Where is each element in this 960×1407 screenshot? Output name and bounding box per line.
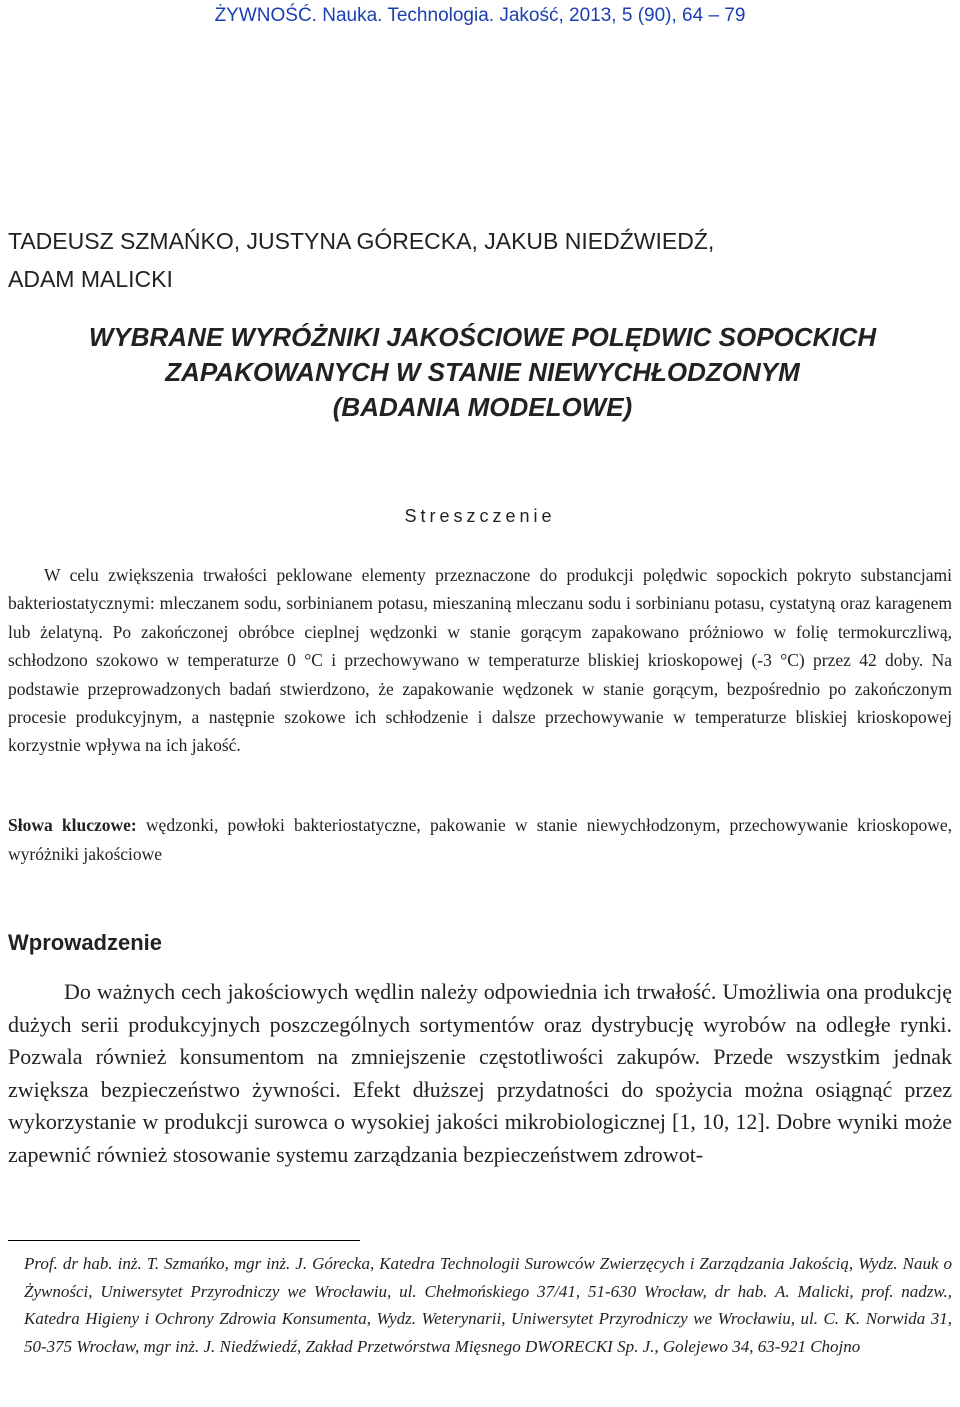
section-heading-introduction: Wprowadzenie — [8, 930, 163, 955]
keywords — [8, 811, 952, 869]
journal-header[interactable]: ŻYWNOŚĆ. Nauka. Technologia. Jakość, 2013, 5 (90), 64 – 79 — [214, 5, 746, 26]
author-list: TADEUSZ SZMAŃKO, JUSTYNA GÓRECKA, JAKUB NIEDŹWIEDŹ, ADAM MALICKI — [8, 228, 715, 292]
article-title: WYBRANE WYRÓŻNIKI JAKOŚCIOWE POLĘDWIC SOPOCKICH ZAPAKOWANYCH W STANIE NIEWYCHŁODZONYM (BADANIA MODELOWE) — [88, 322, 877, 422]
keywords-text: wędzonki, powłoki bakteriostatyczne, pakowanie w stanie niewychłodzonym, przechowywanie krioskopowe, wyróżniki jakościowe — [8, 815, 952, 864]
author-affiliations-footnote: Prof. dr hab. inż. T. Szmańko, mgr inż. J. Górecka, Katedra Technologii Surowców Zwierzęcych i Zarządzania Jakością, Wydz. Nauk o Żywności, Uniwersytet Przyrodniczy we Wrocławiu, ul. Chełmońskiego 37/41, 51-630 Wrocław, dr hab. A. Malicki, prof. nadzw., Katedra Higieny i Ochrony Zdrowia Konsumenta, Wydz. Weterynarii, Uniwersytet Przyrodniczy we Wrocławiu, ul. C. K. Norwida 31, 50-375 Wrocław, mgr inż. J. Niedźwiedź, Zakład Przetwórstwa Mięsnego DWORECKI Sp. J., Golejewo 34, 63-921 Chojno — [24, 1254, 952, 1356]
footnote-divider — [8, 1240, 360, 1241]
abstract-heading: Streszczenie — [404, 506, 556, 526]
keywords-label: Słowa kluczowe: — [8, 815, 137, 835]
abstract-text: W celu zwiększenia trwałości peklowane elementy przeznaczone do produkcji polędwic sopockich pokryto substancjami bakteriostatycznymi: mleczanem sodu, sorbinianem potasu, mieszaniną mleczanu sodu i sorbinianu potasu, cystatyną oraz karagenem lub żelatyną. Po zakończonej obróbce cieplnej wędzonki w stanie gorącym zapakowano próżniowo w folię termokurczliwą, schłodzono szokowo w temperaturze 0 °C i przechowywano w temperaturze bliskiej krioskopowej (-3 °C) przez 42 doby. Na podstawie przeprowadzonych badań stwierdzono, że zapakowanie wędzonek w stanie gorącym, bezpośrednio po zakończonym procesie produkcyjnym, a następnie szokowe ich schłodzenie i dalsze przechowywanie w temperaturze bliskiej krioskopowej korzystnie wpływa na ich jakość. — [8, 565, 952, 756]
introduction-text: Do ważnych cech jakościowych wędlin należy odpowiednia ich trwałość. Umożliwia ona produkcję dużych serii produkcyjnych poszczególnych sortymentów oraz dystrybucję wyrobów na odległe rynki. Pozwala również konsumentom na zmniejszenie częstotliwości zakupów. Przede wszystkim jednak zwiększa bezpieczeństwo żywności. Efekt dłuższej przydatności do spożycia można osiągnąć przez wykorzystanie w produkcji surowca o wysokiej jakości mikrobiologicznej [1, 10, 12]. Dobre wyniki może zapewnić również stosowanie systemu zarządzania bezpieczeństwem zdrowot- — [8, 979, 952, 1167]
